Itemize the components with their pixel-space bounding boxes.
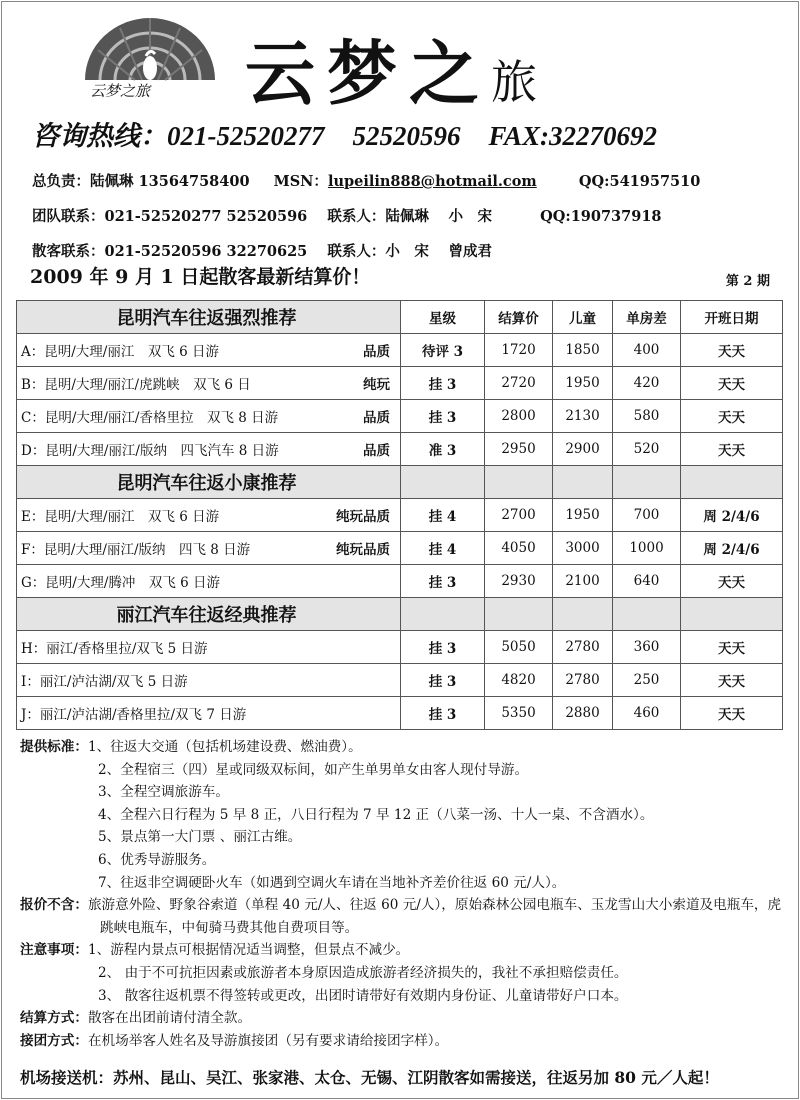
tour-row xyxy=(17,565,783,598)
column-header-child: 儿童 xyxy=(553,301,613,334)
cell-schedule: 天天 xyxy=(681,697,783,730)
standard-item: 5、景点第一大门票 、丽江古维。 xyxy=(98,829,302,846)
route-cell xyxy=(17,400,401,433)
cell-price: 5050 xyxy=(485,631,553,664)
cell-single: 460 xyxy=(613,697,681,730)
hotline-phone-1: 021-52520277 xyxy=(167,121,325,151)
route-cell xyxy=(17,532,401,565)
cell-schedule: 天天 xyxy=(681,565,783,598)
brand-title xyxy=(245,18,549,119)
section-header-row xyxy=(17,301,783,334)
cell-price: 2700 xyxy=(485,499,553,532)
cell-schedule: 天天 xyxy=(681,367,783,400)
team-label: 团队联系： xyxy=(32,208,105,225)
contact-manager-line xyxy=(32,170,700,191)
cell-star: 挂 3 xyxy=(401,367,485,400)
cell-child: 2100 xyxy=(553,565,613,598)
fit-label: 散客联系： xyxy=(32,243,105,260)
brand-title-main: 云梦之 xyxy=(245,32,491,115)
issue-number: 第 2 期 xyxy=(725,274,770,289)
team-person: 陆佩琳 小 宋 xyxy=(385,208,492,225)
cell-child: 1850 xyxy=(553,334,613,367)
route-tag: 纯玩品质 xyxy=(336,509,390,525)
brand-title-last: 旅 xyxy=(491,55,549,109)
route-cell xyxy=(17,433,401,466)
cell-single: 360 xyxy=(613,631,681,664)
tour-row xyxy=(17,631,783,664)
cell-child: 2130 xyxy=(553,400,613,433)
section-header-cell xyxy=(681,466,783,499)
cell-single: 1000 xyxy=(613,532,681,565)
column-header-star: 星级 xyxy=(401,301,485,334)
route-cell xyxy=(17,565,401,598)
cell-single: 250 xyxy=(613,664,681,697)
column-header-schedule: 开班日期 xyxy=(681,301,783,334)
attention-item: 2、 由于不可抗拒因素或旅游者本身原因造成旅游者经济损失的，我社不承担赔偿责任。 xyxy=(98,964,628,981)
payment-label: 结算方式： xyxy=(20,1010,88,1027)
qq-number-2: 190737918 xyxy=(570,208,662,225)
cell-child: 2780 xyxy=(553,664,613,697)
route-cell xyxy=(17,697,401,730)
cell-schedule: 天天 xyxy=(681,334,783,367)
cell-price: 4820 xyxy=(485,664,553,697)
cell-star: 挂 4 xyxy=(401,499,485,532)
tour-row xyxy=(17,664,783,697)
route-name: D：昆明/大理/丽江/版纳 四飞汽车 8 日游 xyxy=(21,443,279,459)
section-title: 昆明汽车往返小康推荐 xyxy=(17,466,401,499)
cell-child: 3000 xyxy=(553,532,613,565)
section-title: 昆明汽车往返强烈推荐 xyxy=(17,301,401,334)
attention-item: 3、 散客往返机票不得签转或更改，出团时请带好有效期内身份证、儿童请带好户口本。 xyxy=(98,987,628,1004)
airport-transfer-note: 机场接送机：苏州、昆山、吴江、张家港、太仓、无锡、江阴散客如需接送，往返另加 80 元／人起！ xyxy=(20,1068,719,1087)
cell-price: 2720 xyxy=(485,367,553,400)
cell-single: 520 xyxy=(613,433,681,466)
cell-star: 挂 3 xyxy=(401,697,485,730)
msn-email-link[interactable]: lupeilin888@hotmail.com xyxy=(327,173,537,190)
section-header-cell xyxy=(401,598,485,631)
cell-schedule: 天天 xyxy=(681,400,783,433)
route-name: E：昆明/大理/丽江 双飞 6 日游 xyxy=(21,509,220,525)
price-table xyxy=(16,300,783,730)
cell-price: 5350 xyxy=(485,697,553,730)
team-person-label: 联系人： xyxy=(327,208,386,225)
qq-number-1: 541957510 xyxy=(609,173,701,190)
standard-label: 提供标准： xyxy=(20,739,88,755)
route-name: C：昆明/大理/丽江/香格里拉 双飞 8 日游 xyxy=(21,410,279,426)
cell-single: 420 xyxy=(613,367,681,400)
cell-schedule: 天天 xyxy=(681,631,783,664)
fit-person-label: 联系人： xyxy=(327,243,386,260)
cell-child: 2900 xyxy=(553,433,613,466)
cell-star: 准 3 xyxy=(401,433,485,466)
cell-price: 2800 xyxy=(485,400,553,433)
price-update-notice: 2009 年 9 月 1 日起散客最新结算价！ xyxy=(30,266,371,288)
route-tag: 品质 xyxy=(363,344,390,360)
column-header-price: 结算价 xyxy=(485,301,553,334)
exclude-block xyxy=(20,894,792,939)
tour-row xyxy=(17,367,783,400)
hotline-label: 咨询热线： xyxy=(32,121,167,151)
exclude-label: 报价不含： xyxy=(20,897,88,914)
cell-star: 挂 3 xyxy=(401,664,485,697)
cell-child: 1950 xyxy=(553,367,613,400)
cell-price: 4050 xyxy=(485,532,553,565)
standard-item: 3、全程空调旅游车。 xyxy=(98,784,229,801)
manager-label: 总负责： xyxy=(32,173,90,190)
route-cell xyxy=(17,664,401,697)
cell-single: 640 xyxy=(613,565,681,598)
pickup-text: 在机场举客人姓名及导游旗接团（另有要求请给接团字样）。 xyxy=(87,1032,449,1049)
tour-row xyxy=(17,532,783,565)
msn-label: MSN： xyxy=(273,173,328,190)
section-header-cell xyxy=(613,466,681,499)
team-phone: 021-52520277 52520596 xyxy=(104,208,308,225)
route-name: I：丽江/泸沽湖/双飞 5 日游 xyxy=(21,674,188,690)
standard-item: 2、全程宿三（四）星或同级双标间，如产生单男单女由客人现付导游。 xyxy=(98,761,529,778)
cell-price: 2950 xyxy=(485,433,553,466)
cell-star: 待评 3 xyxy=(401,334,485,367)
cell-star: 挂 3 xyxy=(401,400,485,433)
qq-label-1: QQ: xyxy=(578,173,610,190)
tour-row xyxy=(17,433,783,466)
cell-schedule: 天天 xyxy=(681,433,783,466)
section-header-cell xyxy=(485,466,553,499)
cell-single: 700 xyxy=(613,499,681,532)
terms-section xyxy=(20,736,792,1052)
hotline-phone-2: 52520596 xyxy=(352,121,461,151)
route-tag: 纯玩品质 xyxy=(336,542,390,558)
cell-schedule: 天天 xyxy=(681,664,783,697)
payment-text: 散客在出团前请付清全款。 xyxy=(87,1010,252,1027)
cell-price: 2930 xyxy=(485,565,553,598)
route-cell xyxy=(17,334,401,367)
cell-star: 挂 3 xyxy=(401,631,485,664)
section-header-row xyxy=(17,598,783,631)
standard-item: 4、全程六日行程为 5 早 8 正，八日行程为 7 早 12 正（八菜一汤、十人一桌、不含酒水）。 xyxy=(98,806,654,823)
tour-row xyxy=(17,400,783,433)
cell-child: 2880 xyxy=(553,697,613,730)
section-header-row xyxy=(17,466,783,499)
manager-contact: 陆佩琳 13564758400 xyxy=(90,173,250,190)
standard-item: 1、往返大交通（包括机场建设费、燃油费）。 xyxy=(87,739,362,755)
route-name: F：昆明/大理/丽江/版纳 四飞 8 日游 xyxy=(21,542,251,558)
contact-team-line xyxy=(32,205,662,226)
route-cell xyxy=(17,367,401,400)
fit-phone: 021-52520596 32270625 xyxy=(104,243,308,260)
route-name: H：丽江/香格里拉/双飞 5 日游 xyxy=(21,641,208,657)
contact-fit-line xyxy=(32,240,492,261)
section-header-cell xyxy=(553,466,613,499)
section-title: 丽江汽车往返经典推荐 xyxy=(17,598,401,631)
cell-child: 2780 xyxy=(553,631,613,664)
route-cell xyxy=(17,631,401,664)
route-name: A：昆明/大理/丽江 双飞 6 日游 xyxy=(21,344,220,360)
pickup-label: 接团方式： xyxy=(20,1032,88,1049)
route-name: B：昆明/大理/丽江/虎跳峡 双飞 6 日 xyxy=(21,377,251,393)
route-name: G：昆明/大理/腾冲 双飞 6 日游 xyxy=(21,575,221,591)
attention-label: 注意事项： xyxy=(20,942,88,959)
cell-star: 挂 3 xyxy=(401,565,485,598)
route-tag: 品质 xyxy=(363,443,390,459)
tour-row xyxy=(17,697,783,730)
standard-item: 6、优秀导游服务。 xyxy=(98,851,216,868)
exclude-text: 旅游意外险、野象谷索道（单程 40 元/人、往返 60 元/人），原始森林公园电瓶车、玉龙雪山大小索道及电瓶车，虎跳峡电瓶车，中甸骑马费其他自费项目等。 xyxy=(87,897,782,936)
column-header-single: 单房差 xyxy=(613,301,681,334)
cell-child: 1950 xyxy=(553,499,613,532)
tour-row xyxy=(17,499,783,532)
hotline xyxy=(32,114,685,153)
route-name: J：丽江/泸沽湖/香格里拉/双飞 7 日游 xyxy=(21,707,247,723)
cell-star: 挂 4 xyxy=(401,532,485,565)
hotline-fax: FAX:32270692 xyxy=(488,121,658,151)
fit-person: 小 宋 曾成君 xyxy=(385,243,492,260)
cell-single: 400 xyxy=(613,334,681,367)
qq-label-2: QQ: xyxy=(540,208,571,225)
route-tag: 品质 xyxy=(363,410,390,426)
section-header-cell xyxy=(553,598,613,631)
section-header-cell xyxy=(401,466,485,499)
standard-item: 7、往返非空调硬卧火车（如遇到空调火车请在当地补齐差价往返 60 元/人）。 xyxy=(98,874,566,891)
route-tag: 纯玩 xyxy=(363,377,390,393)
section-header-cell xyxy=(613,598,681,631)
attention-item: 1、游程内景点可根据情况适当调整，但景点不减少。 xyxy=(87,942,410,959)
cell-single: 580 xyxy=(613,400,681,433)
cell-price: 1720 xyxy=(485,334,553,367)
tour-row xyxy=(17,334,783,367)
section-header-cell xyxy=(485,598,553,631)
route-cell xyxy=(17,499,401,532)
section-header-cell xyxy=(681,598,783,631)
cell-schedule: 周 2/4/6 xyxy=(681,499,783,532)
logo-caption: 云梦之旅 xyxy=(90,82,151,100)
cell-schedule: 周 2/4/6 xyxy=(681,532,783,565)
